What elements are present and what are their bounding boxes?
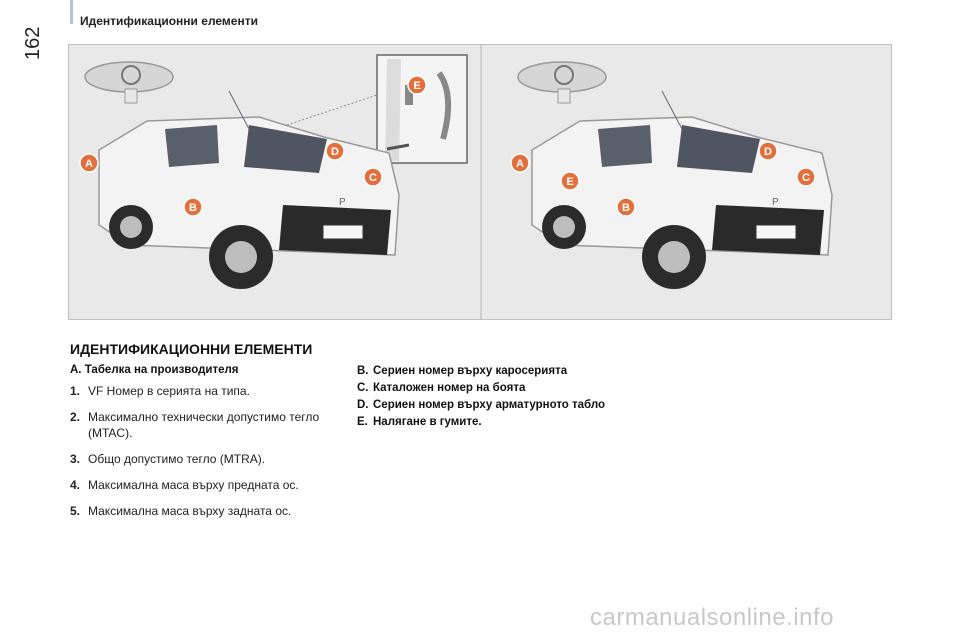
grille-logo: P bbox=[339, 197, 346, 208]
marker-a-right bbox=[511, 154, 529, 172]
marker-b-right bbox=[617, 198, 635, 216]
van-body-icon bbox=[99, 117, 399, 289]
marker-a-left bbox=[80, 154, 98, 172]
van-body-icon bbox=[532, 117, 832, 289]
item-text: Каталожен номер на боята bbox=[373, 382, 526, 394]
item-text: Налягане в гумите. bbox=[373, 416, 482, 428]
item-letter: C. bbox=[357, 382, 369, 394]
marker-label: C bbox=[369, 172, 377, 184]
plate-fields-list bbox=[70, 383, 340, 529]
rear-view-mirror-icon bbox=[85, 62, 173, 103]
marker-label: E bbox=[566, 176, 574, 188]
list-number: 1. bbox=[70, 384, 81, 398]
marker-d-left bbox=[326, 142, 344, 160]
list-text: Максимална маса върху задната ос. bbox=[88, 504, 292, 518]
list-item bbox=[70, 409, 340, 441]
marker-label: C bbox=[802, 172, 810, 184]
identification-items-list bbox=[357, 364, 627, 432]
door-jamb-inset-icon bbox=[377, 55, 467, 163]
list-text: Максимално технически допустимо тегло (MTAC). bbox=[88, 410, 320, 440]
marker-label: D bbox=[331, 146, 339, 158]
rear-view-mirror-icon bbox=[518, 62, 606, 103]
list-number: 5. bbox=[70, 504, 81, 518]
grille-logo: P bbox=[772, 197, 779, 208]
list-number: 4. bbox=[70, 478, 81, 492]
marker-label: B bbox=[189, 202, 197, 214]
section-title: ИДЕНТИФИКАЦИОННИ ЕЛЕМЕНТИ bbox=[70, 341, 313, 357]
list-number: 3. bbox=[70, 452, 81, 466]
list-text: VF Номер в серията на типа. bbox=[88, 384, 250, 398]
header-accent-bar bbox=[70, 0, 73, 24]
marker-e-right bbox=[561, 172, 579, 190]
marker-label: A bbox=[85, 158, 93, 170]
item-letter: D. bbox=[357, 399, 369, 411]
marker-c-left bbox=[364, 168, 382, 186]
list-item bbox=[70, 451, 340, 467]
list-item bbox=[357, 398, 627, 413]
marker-label: E bbox=[413, 80, 421, 92]
marker-b-left bbox=[184, 198, 202, 216]
list-item bbox=[357, 381, 627, 396]
marker-e-left bbox=[408, 76, 426, 94]
item-text: Сериен номер върху каросерията bbox=[373, 365, 568, 377]
marker-label: A bbox=[516, 158, 524, 170]
page-number: 162 bbox=[22, 26, 44, 60]
running-header: Идентификационни елементи bbox=[80, 14, 258, 28]
marker-d-right bbox=[759, 142, 777, 160]
list-text: Общо допустимо тегло (MTRA). bbox=[88, 452, 266, 466]
marker-label: B bbox=[622, 202, 630, 214]
manufacturer-plate-heading: А. Табелка на производителя bbox=[70, 364, 239, 376]
right-vehicle-illustration bbox=[482, 45, 891, 319]
list-item bbox=[70, 477, 340, 493]
left-vehicle-illustration bbox=[69, 45, 480, 319]
list-text: Максимална маса върху предната ос. bbox=[88, 478, 299, 492]
list-number: 2. bbox=[70, 410, 81, 424]
list-item bbox=[70, 383, 340, 399]
item-text: Сериен номер върху арматурното табло bbox=[373, 399, 606, 411]
list-item bbox=[357, 415, 627, 430]
vehicle-identification-figure bbox=[68, 44, 892, 320]
list-item bbox=[357, 364, 627, 379]
watermark: carmanualsonline.info bbox=[590, 604, 834, 631]
item-letter: E. bbox=[357, 416, 368, 428]
marker-c-right bbox=[797, 168, 815, 186]
item-letter: B. bbox=[357, 365, 369, 377]
marker-label: D bbox=[764, 146, 772, 158]
list-item bbox=[70, 503, 340, 519]
